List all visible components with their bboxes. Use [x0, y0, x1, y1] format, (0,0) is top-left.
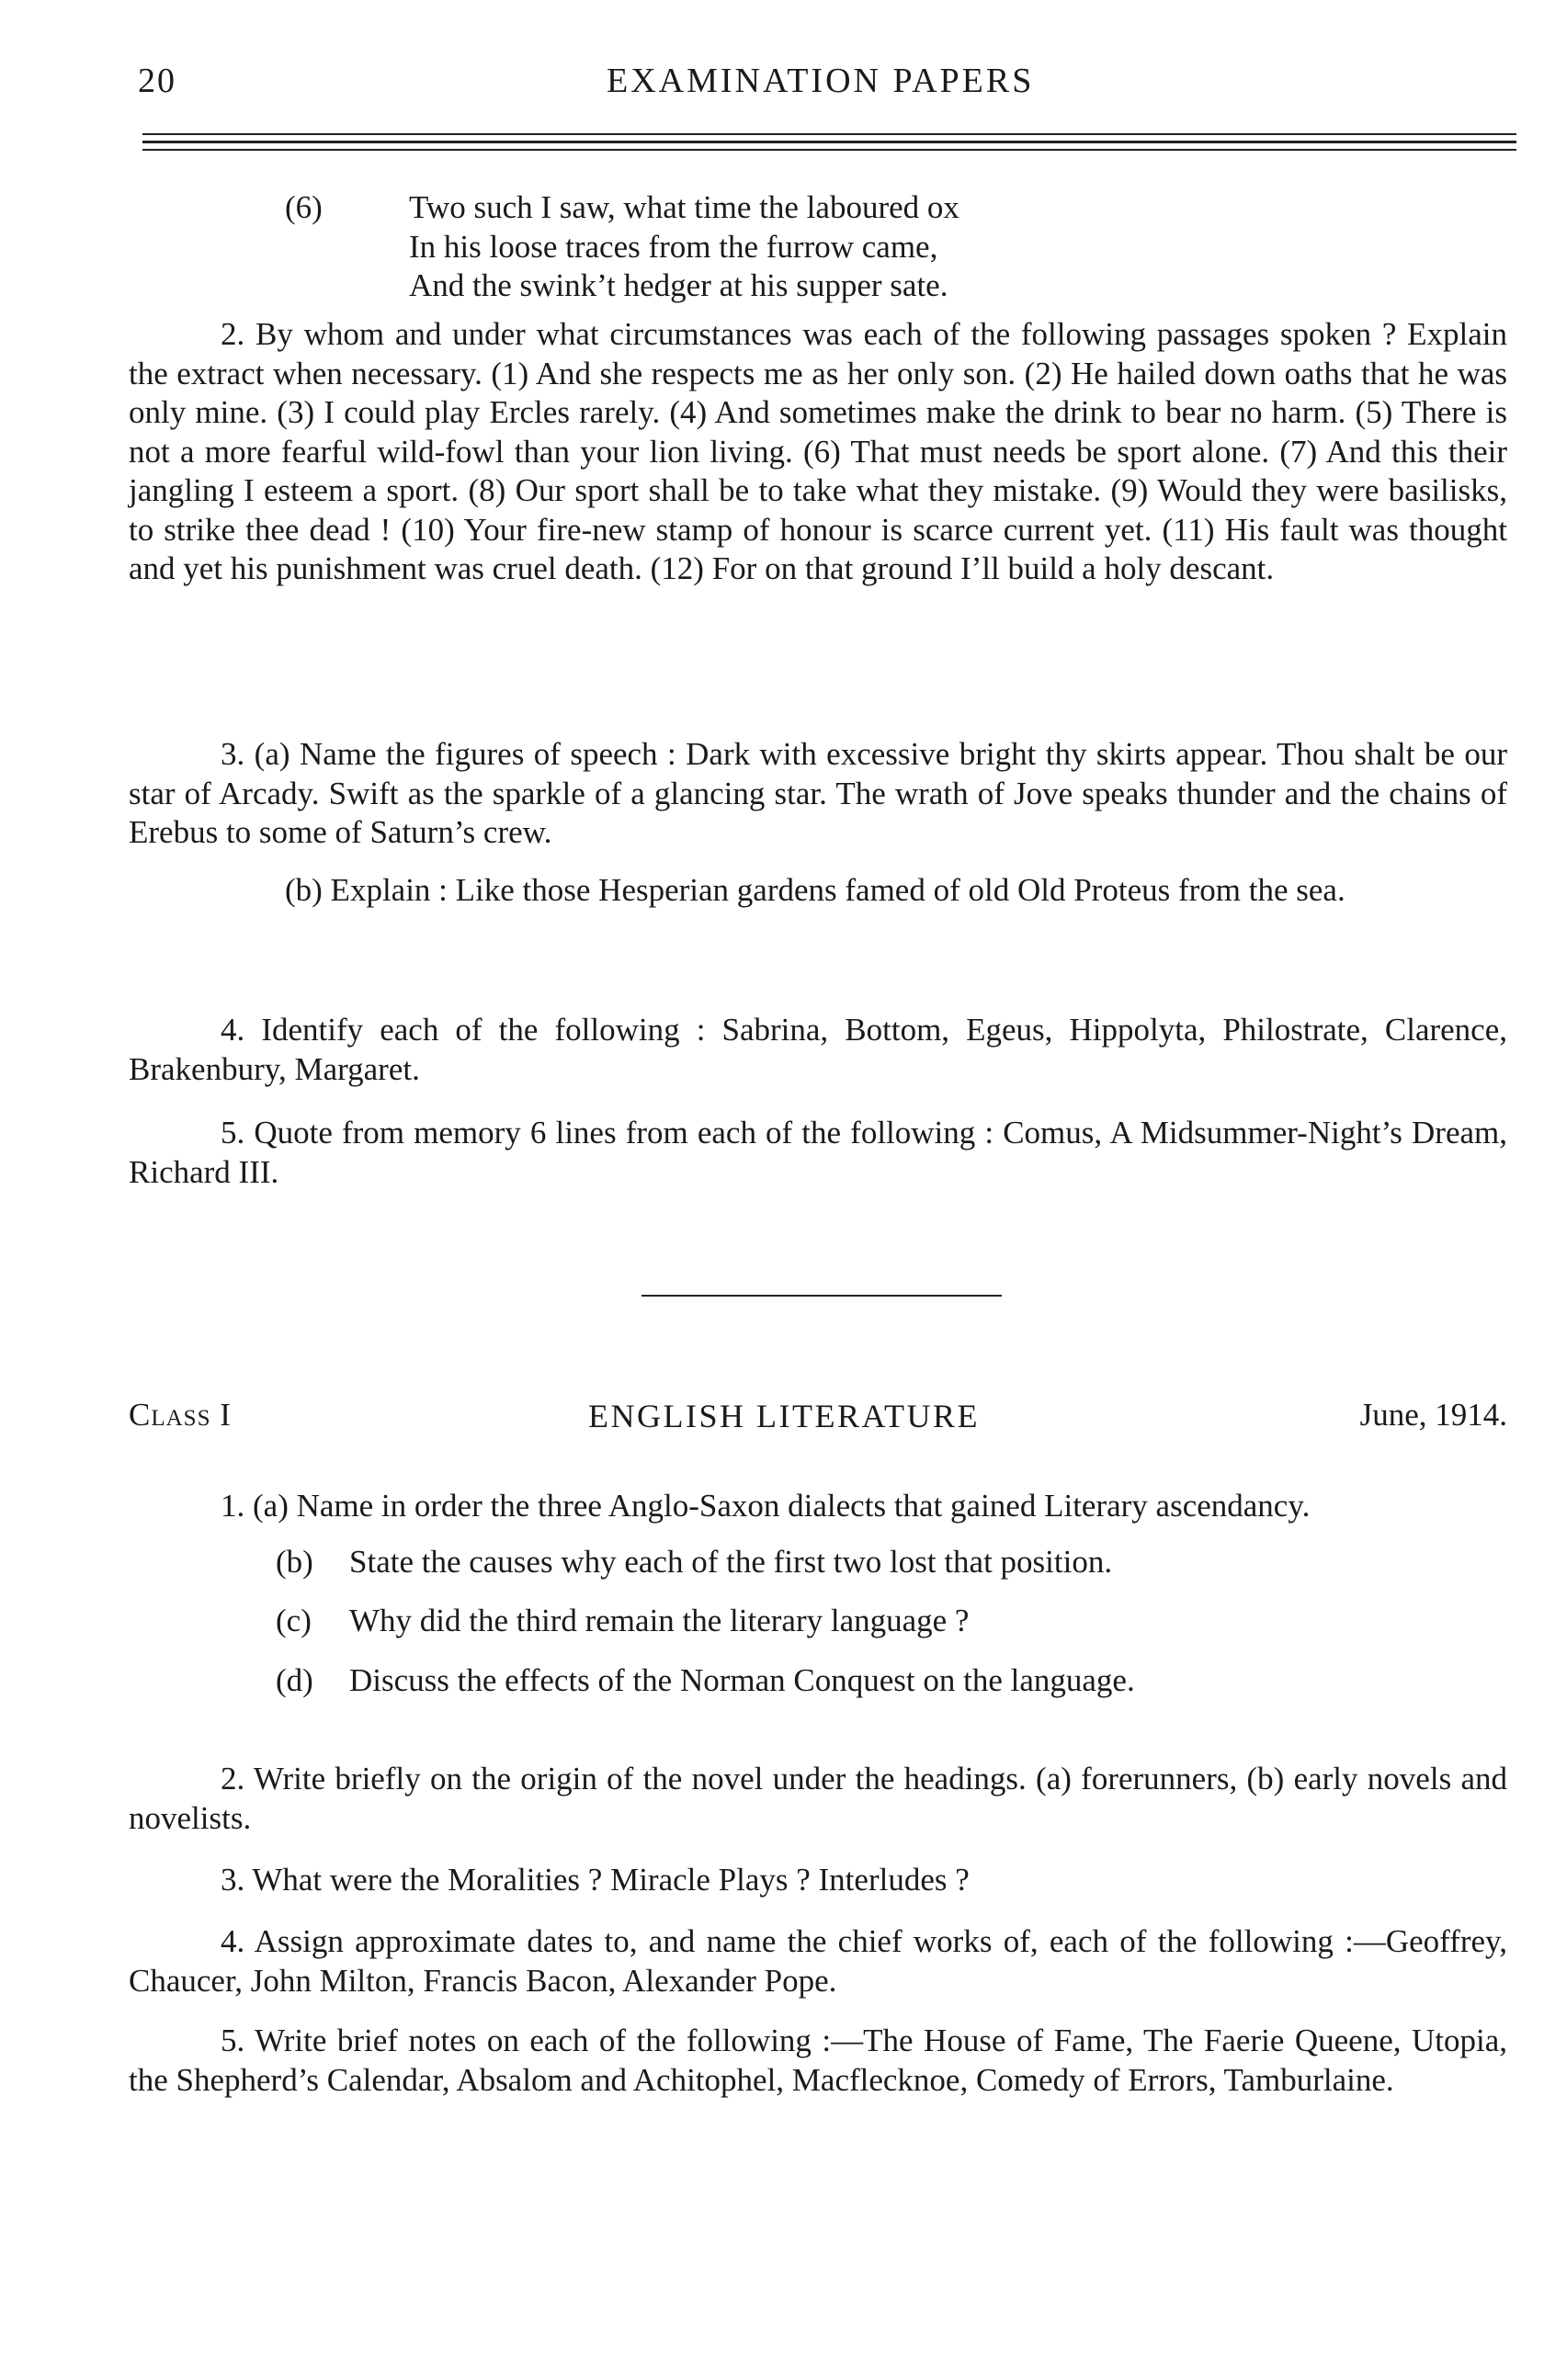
subpart-label: (d) [276, 1661, 313, 1698]
exam-date: June, 1914. [1359, 1397, 1507, 1433]
question-text: 2. Write briefly on the origin of the novel under the headings. (a) forerunners, (b) early novels and novelists. [129, 1761, 1507, 1836]
question-text: 5. Write brief notes on each of the following :—The House of Fame, The Faerie Queene, Utopia, the Shepherd’s Calendar, Absalom and Achitophel, Macflecknoe, Comedy of Errors, Tamburlaine. [129, 2023, 1507, 2098]
question-3 [129, 735, 1507, 910]
question-subpart [129, 1602, 1507, 1641]
question-4 [129, 1011, 1507, 1089]
verse-lines [409, 188, 959, 306]
class-label: Class I [129, 1397, 232, 1433]
verse-line: And the swink’t hedger at his supper sate. [409, 267, 948, 303]
question-text: 4. Identify each of the following : Sabrina, Bottom, Egeus, Hippolyta, Philostrate, Clarence, Brakenbury, Margaret. [129, 1012, 1507, 1087]
verse-number: (6) [285, 189, 323, 225]
subpart-label: (c) [276, 1603, 312, 1638]
question-text: 1. (a) Name in order the three Anglo-Saxon dialects that gained Literary ascendancy. [221, 1488, 1311, 1524]
verse-line: Two such I saw, what time the laboured ox [409, 189, 959, 225]
header-rule [142, 141, 1516, 143]
section-divider [641, 1295, 1002, 1297]
header-rule [142, 149, 1516, 151]
subpart-text: State the causes why each of the first two lost that position. [349, 1543, 1113, 1580]
section-heading [129, 1397, 1507, 1443]
question-text: 5. Quote from memory 6 lines from each of the following : Comus, A Midsummer-Night’s Dream, Richard III. [129, 1115, 1507, 1190]
subpart-text: Discuss the effects of the Norman Conquest on the language. [349, 1661, 1135, 1698]
running-head [138, 61, 1516, 116]
subpart-label: (b) [276, 1543, 313, 1580]
question-3b [129, 1861, 1507, 1900]
question-2 [129, 315, 1507, 589]
verse-line: In his loose traces from the furrow came, [409, 228, 938, 265]
subpart-text: Why did the third remain the literary language ? [349, 1603, 970, 1638]
question-5 [129, 1114, 1507, 1192]
question-5b [129, 2022, 1507, 2100]
question-2b [129, 1760, 1507, 1838]
section-title: ENGLISH LITERATURE [588, 1398, 980, 1434]
question-subpart: (b) Explain : Like those Hesperian gardens famed of old Old Proteus from the sea. [285, 871, 1345, 908]
page-number: 20 [138, 62, 176, 100]
header-rule [142, 133, 1516, 135]
question-subpart [129, 1661, 1507, 1701]
question-text: 2. By whom and under what circumstances was each of the following passages spoken ? Explain the extract when necessary. (1) And she respects me as her only son. (2) He hailed down oaths that he was only mine. (3) I could play Ercles rarely. (4) And sometimes make the drink to bear no harm. (5) There is not a more fearful wild-fowl than your lion living. (6) That must needs be sport alone. (7) And this their jangling I esteem a sport. (8) Our sport shall be to take what they mistake. (9) Would they were basilisks, to strike thee dead ! (10) Your fire-new stamp of honour is scarce current yet. (11) His fault was thought and yet his punishment was cruel death. (12) For on that ground I’ll build a holy descant. [129, 316, 1507, 586]
question-text: 4. Assign approximate dates to, and name the chief works of, each of the following :—Geoffrey, Chaucer, John Milton, Francis Bacon, Alexander Pope. [129, 1923, 1507, 1999]
question-4b [129, 1922, 1507, 2000]
question-text: 3. What were the Moralities ? Miracle Plays ? Interludes ? [221, 1862, 970, 1898]
running-head-title: EXAMINATION PAPERS [607, 62, 1035, 100]
question-subpart [129, 1543, 1507, 1582]
question-1 [129, 1487, 1507, 1700]
question-text: 3. (a) Name the figures of speech : Dark with excessive bright thy skirts appear. Thou shalt be our star of Arcady. Swift as the sparkle of a glancing star. The wrath of Jove speaks thunder and the chains of Erebus to some of Saturn’s crew. [129, 736, 1507, 850]
